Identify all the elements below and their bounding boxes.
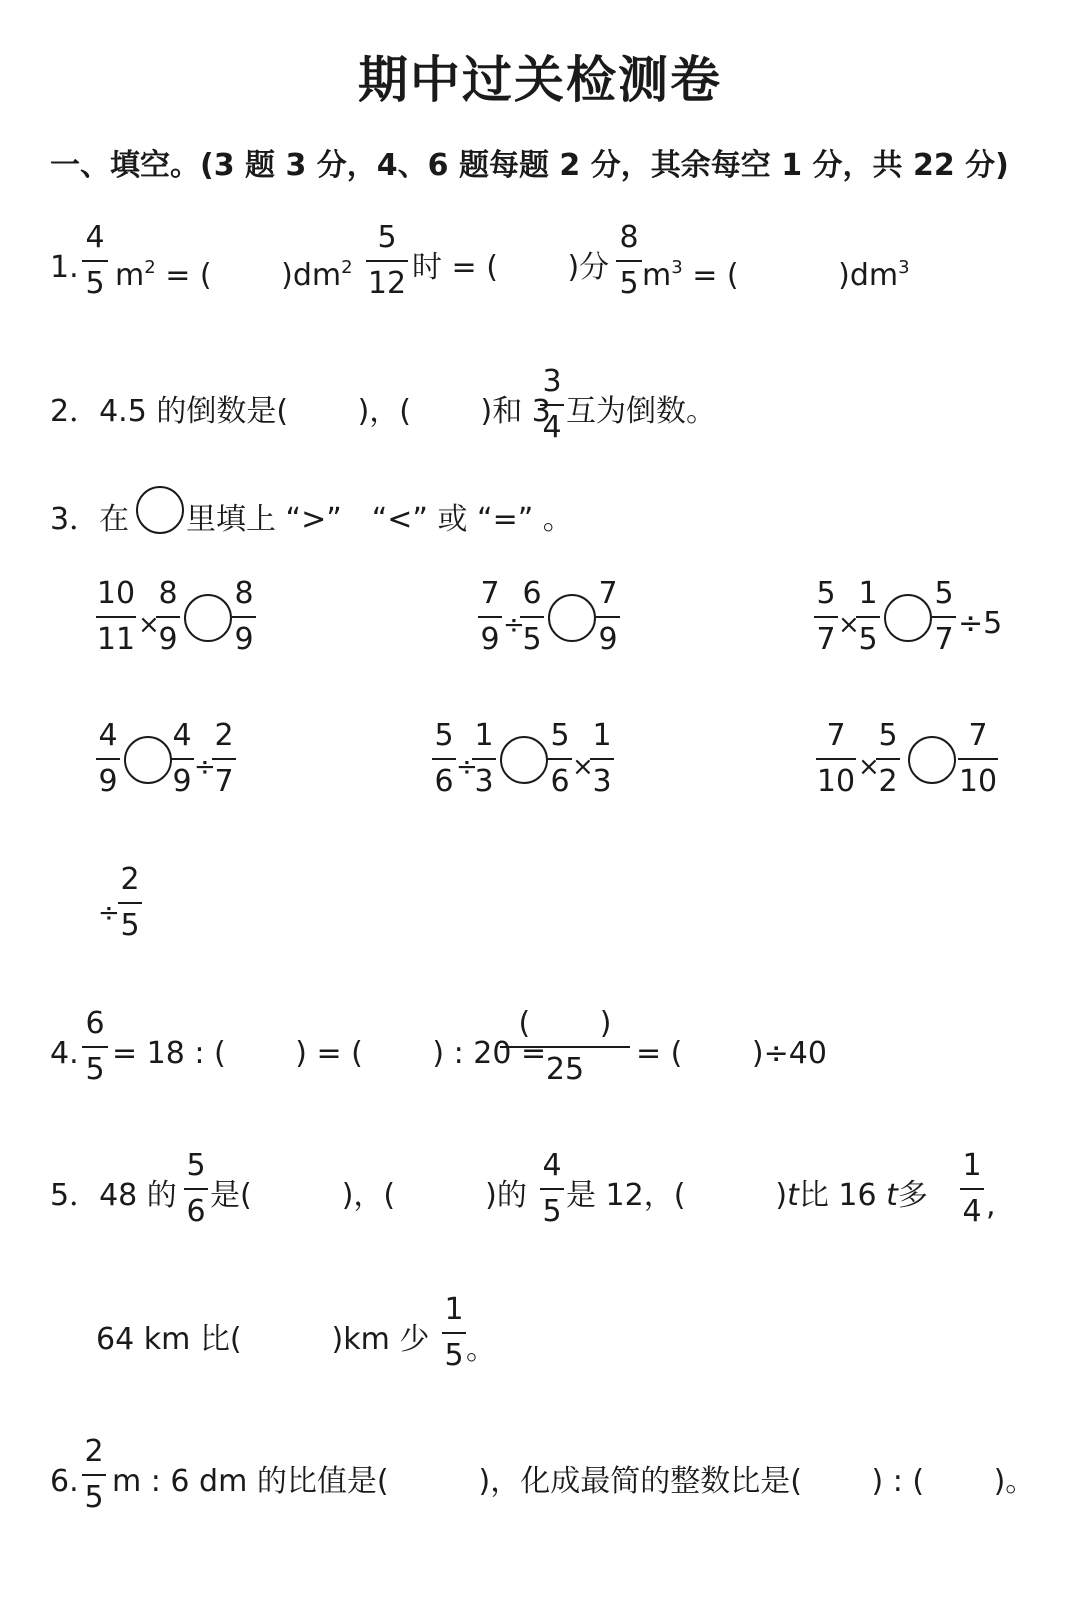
q4-text-end[interactable]: = ( )÷40	[636, 1036, 827, 1071]
denominator: 4	[542, 410, 562, 445]
q1-fraction-3	[616, 222, 642, 300]
compare-circle-r1b[interactable]	[548, 594, 596, 642]
q5-comma: ,	[986, 1188, 996, 1223]
q3-r1c-f3: 5 7	[932, 578, 956, 656]
q4-fraction-2[interactable]: ( ) 25	[500, 1008, 630, 1086]
q3-r1b-f1: 7 9	[478, 578, 502, 656]
q3-r2a-f2: 4 9	[170, 720, 194, 798]
q6-number: 6.	[50, 1464, 79, 1499]
q3-r1c-tail: ÷5	[958, 606, 1003, 641]
q6-fraction: 2 5	[82, 1436, 106, 1514]
q3-r1c-op: ×	[838, 610, 860, 640]
compare-circle-r1c[interactable]	[884, 594, 932, 642]
q3-r2a-f1: 4 9	[96, 720, 120, 798]
compare-circle-r2b[interactable]	[500, 736, 548, 784]
q3-text: 3．在	[50, 502, 130, 537]
q3-r2c-f3: 7 10	[958, 718, 998, 799]
denominator: 12	[367, 266, 407, 301]
q6-text[interactable]: m : 6 dm 的比值是( )，化成最简的整数比是( ) : ( )。	[112, 1464, 1036, 1499]
q3-r1a-f3: 8 9	[232, 578, 256, 656]
q3-r1a-f1: 10 11	[96, 576, 136, 657]
q3-r2b-op2: ×	[572, 752, 594, 782]
q3-r2b-f4: 1 3	[590, 720, 614, 798]
q3-r2b-f2: 1 3	[472, 720, 496, 798]
q3-r2a-op: ÷	[194, 752, 216, 782]
q4-text[interactable]: = 18 : ( ) = ( ) : 20 =	[112, 1036, 547, 1071]
q3-r1a-op: ×	[138, 610, 160, 640]
denominator: 5	[619, 266, 639, 301]
section-heading: 一、填空。(3 题 3 分，4、6 题每题 2 分，其余每空 1 分，共 22 分)	[50, 148, 1009, 183]
q3-r2c-op: ×	[858, 752, 880, 782]
q5-fraction-3: 1 4	[960, 1150, 984, 1228]
q1-number: 1.	[50, 250, 79, 285]
numerator: 4	[85, 220, 105, 255]
compare-circle-r2c[interactable]	[908, 736, 956, 784]
q1-fraction-1	[82, 222, 108, 300]
denominator: 5	[85, 266, 105, 301]
q3-r1b-op: ÷	[503, 610, 525, 640]
q5-text-a: 5．48 的	[50, 1178, 177, 1213]
q3-text-end: 里填上 “>” “<” 或 “=” 。	[186, 502, 573, 537]
q2-text-end: 互为倒数。	[566, 394, 716, 429]
compare-circle-r2a[interactable]	[124, 736, 172, 784]
compare-circle-icon	[136, 486, 184, 534]
page-title: 期中过关检测卷	[358, 51, 722, 109]
compare-circle-r1a[interactable]	[184, 594, 232, 642]
q3-r2b-op1: ÷	[456, 752, 478, 782]
q4-fraction-1: 6 5	[82, 1008, 108, 1086]
q5-fraction-2: 4 5	[540, 1150, 564, 1228]
q1-blank-1[interactable]: $m^2$ = ( )$dm^2$	[115, 257, 353, 293]
q2-text[interactable]: 2．4.5 的倒数是( )，( )和 3	[50, 394, 551, 429]
numerator: 5	[377, 220, 397, 255]
q3-r1c-f1: 5 7	[814, 578, 838, 656]
numerator: 8	[619, 220, 639, 255]
q3-r2c-f1: 7 10	[816, 718, 856, 799]
q3-r2c-f2: 5 2	[876, 720, 900, 798]
q5-end: 。	[466, 1332, 496, 1367]
q1-blank-2[interactable]: 时 = ( )分	[412, 250, 610, 285]
q2-fraction	[540, 366, 564, 444]
q1-blank-3[interactable]: $m^3$ = ( )$dm^3$	[642, 257, 910, 293]
q3-r3-op: ÷	[98, 898, 120, 928]
q3-r2b-f1: 5 6	[432, 720, 456, 798]
q5-text-b[interactable]: 是( )，( )的	[210, 1178, 527, 1213]
q3-r2b-f3: 5 6	[548, 720, 572, 798]
q3-r1b-f3: 7 9	[596, 578, 620, 656]
numerator: 3	[542, 364, 562, 399]
q5-fraction-1: 5 6	[184, 1150, 208, 1228]
q5-line-2[interactable]: 64 km 比( )km 少	[96, 1322, 430, 1357]
q3-r1b-f2: 6 5	[520, 578, 544, 656]
q3-r2a-f3: 2 7	[212, 720, 236, 798]
q5-text-c[interactable]: 是 12，( )t比 16 t多	[566, 1178, 928, 1213]
q3-r1c-f2: 1 5	[856, 578, 880, 656]
q3-r1a-f2: 8 9	[156, 578, 180, 656]
q3-r3-f: 2 5	[118, 864, 142, 942]
q4-number: 4.	[50, 1036, 79, 1071]
q1-fraction-2	[366, 222, 408, 300]
q5-fraction-4: 1 5	[442, 1294, 466, 1372]
